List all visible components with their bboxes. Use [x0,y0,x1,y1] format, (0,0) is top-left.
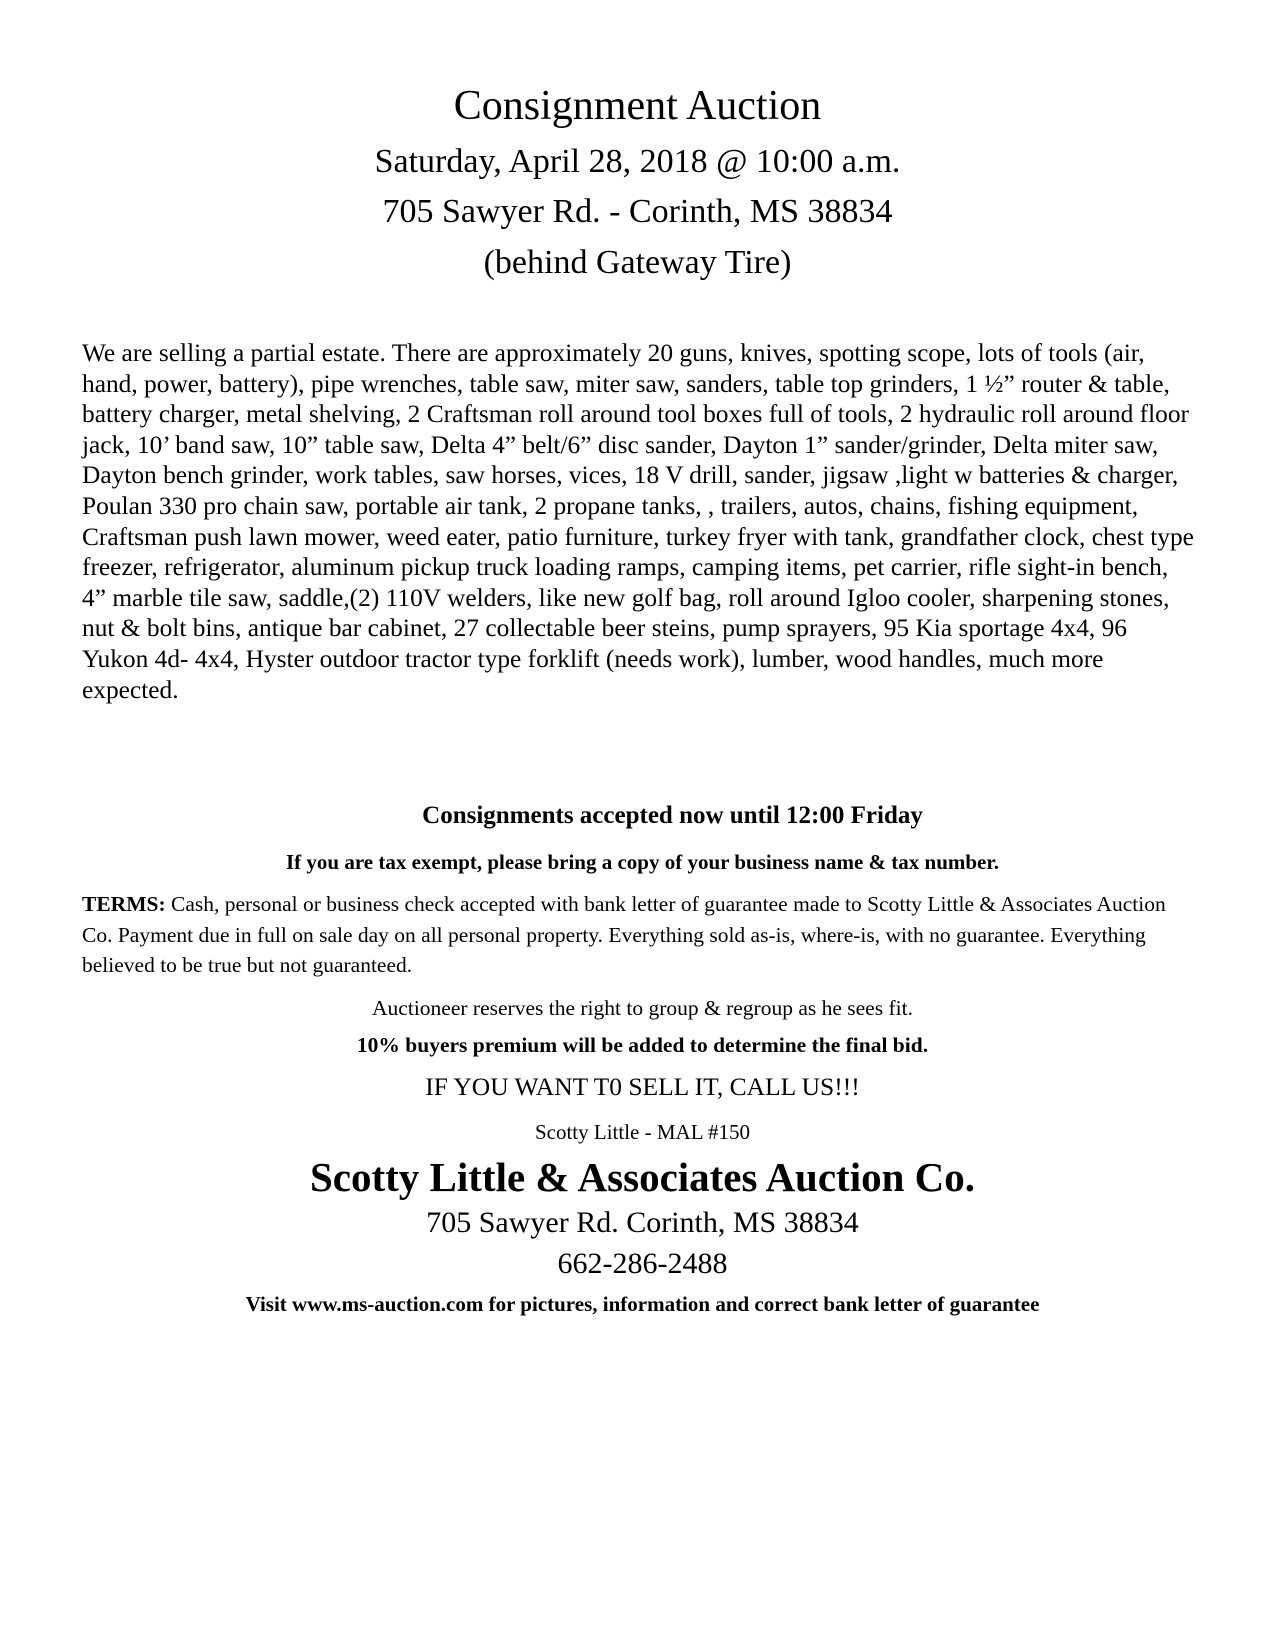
call-us-notice: IF YOU WANT T0 SELL IT, CALL US!!! [425,1072,860,1101]
auction-address: 705 Sawyer Rd. - Corinth, MS 38834 [382,193,893,230]
tax-exempt-notice: If you are tax exempt, please bring a copy of your business name & tax number. [285,850,1000,874]
terms-text: Cash, personal or business check accepted with bank letter of guarantee made to Scotty Little & Associates Auction Co. Payment due in full on sale day on all personal property. Everything sold as-is, where-is, with no guarantee. Everything believed to be true but not guaranteed. [82,892,1166,977]
auctioneer-license: Scotty Little - MAL #150 [534,1120,751,1144]
consignments-notice: Consignments accepted now until 12:00 Friday [422,802,923,829]
company-name: Scotty Little & Associates Auction Co. [309,1154,976,1200]
terms-label: TERMS: [82,892,166,916]
items-description: We are selling a partial estate. There are approximately 20 guns, knives, spotting scope, lots of tools (air, hand, power, battery), pipe wrenches, table saw, miter saw, sanders, table top grinders, 1 ½” router & table, battery charger, metal shelving, 2 Craftsman roll around tool boxes full of tools, 2 hydraulic roll around floor jack, 10’ band saw, 10” table saw, Delta 4” belt/6” disc sander, Dayton 1” sander/grinder, Delta miter saw, Dayton bench grinder, work tables, saw horses, vices, 18 V drill, sander, jigsaw ,light w batteries & charger, Poulan 330 pro chain saw, portable air tank, 2 propane tanks, , trailers, autos, chains, fishing equipment, Craftsman push lawn mower, weed eater, patio furniture, turkey fryer with tank, grandfather clock, chest type freezer, refrigerator, aluminum pickup truck loading ramps, camping items, pet carrier, rifle sight-in bench, 4” marble tile saw, saddle,(2) 110V welders, like new golf bag, roll around Igloo cooler, sharpening stones, nut & bolt bins, antique bar cabinet, 27 collectable beer steins, pump sprayers, 95 Kia sportage 4x4, 96 Yukon 4d- 4x4, Hyster outdoor tractor type forklift (needs work), lumber, wood handles, much more expected. [82,339,1194,704]
company-phone: 662-286-2488 [557,1247,728,1280]
reserve-notice: Auctioneer reserves the right to group & regroup as he sees fit. [372,996,913,1020]
location-note: (behind Gateway Tire) [483,244,792,281]
buyers-premium-notice: 10% buyers premium will be added to determine the final bid. [356,1033,929,1057]
company-address: 705 Sawyer Rd. Corinth, MS 38834 [426,1206,859,1239]
website-notice: Visit www.ms-auction.com for pictures, information and correct bank letter of guarantee [245,1292,1040,1316]
auction-date: Saturday, April 28, 2018 @ 10:00 a.m. [374,143,901,180]
terms-paragraph [82,889,1196,981]
flyer-title: Consignment Auction [453,83,822,129]
